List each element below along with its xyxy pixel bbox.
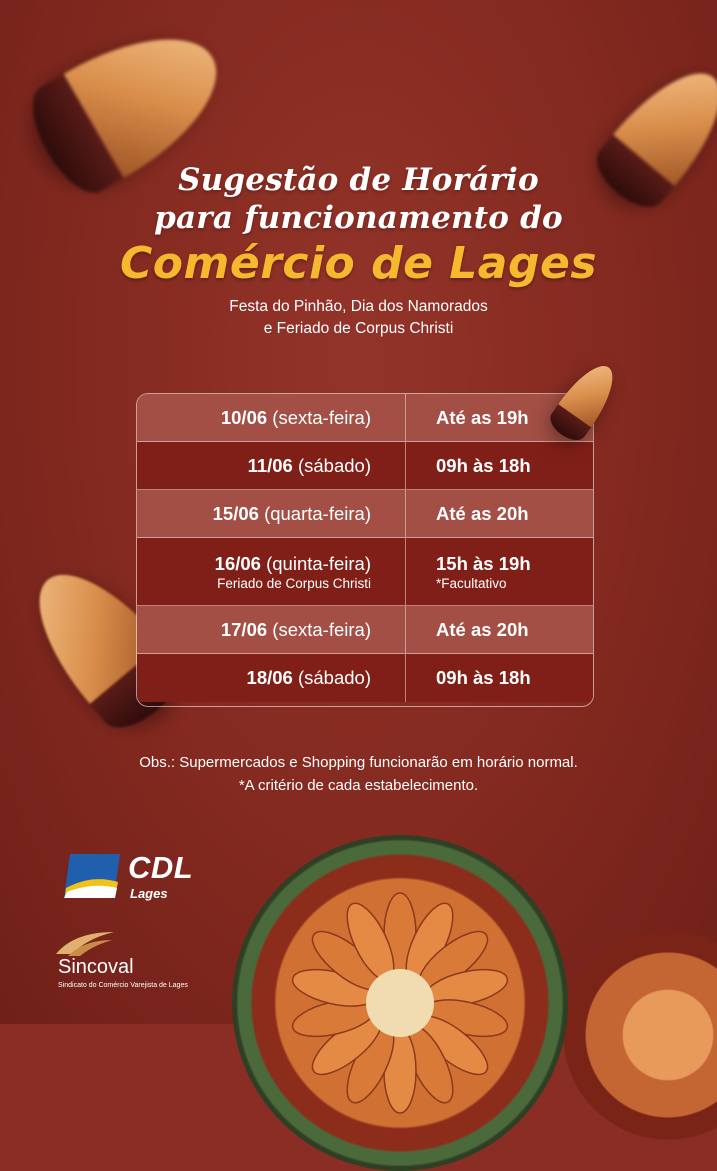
date-cell: [137, 442, 406, 489]
hours: Até as 19h: [436, 406, 529, 428]
date-cell: [137, 606, 406, 653]
observation-text: Obs.: Supermercados e Shopping funcionarão em horário normal.: [139, 754, 578, 771]
weekday: (sexta-feira): [272, 618, 371, 640]
table-row: [137, 654, 593, 702]
hours: Até as 20h: [436, 502, 529, 524]
table-row: [137, 606, 593, 654]
title-line-2: para funcionamento do: [154, 200, 563, 236]
title-line-1: Sugestão de Horário: [178, 162, 539, 198]
hours: 09h às 18h: [436, 454, 531, 476]
sincoval-logo-subtitle: Sindicato do Comércio Varejista de Lages: [58, 982, 188, 989]
date: 15/06: [212, 502, 259, 524]
table-row: [137, 490, 593, 538]
hours-note: *Facultativo: [436, 575, 507, 591]
date: 10/06: [220, 406, 268, 428]
weekday: (sábado): [297, 454, 371, 476]
weekday: (quinta-feira): [266, 552, 371, 574]
hours: 15h às 19h: [436, 552, 531, 574]
cdl-logo-icon: [62, 852, 122, 900]
hours-cell: [406, 490, 593, 537]
observation-note: *A critério de cada estabelecimento.: [238, 777, 479, 794]
weekday: (quarta-feira): [264, 502, 371, 524]
title-line-3: Comércio de Lages: [119, 238, 598, 289]
table-row: [137, 538, 593, 606]
date: 16/06: [214, 552, 261, 574]
hours: 09h às 18h: [436, 667, 531, 688]
hours-cell: [406, 538, 593, 605]
table-row: [137, 394, 593, 442]
date-note: Feriado de Corpus Christi: [217, 575, 371, 591]
subtitle-line-2: e Feriado de Corpus Christi: [263, 320, 454, 337]
cdl-logo-city: Lages: [130, 886, 168, 901]
table-row: [137, 442, 593, 490]
pine-cone-icon: [232, 835, 568, 1171]
weekday: (sexta-feira): [272, 406, 371, 428]
cdl-logo-text: CDL: [128, 850, 194, 885]
hours: Até as 20h: [436, 618, 529, 640]
date-cell: [137, 538, 406, 605]
date: 18/06: [246, 667, 293, 688]
subtitle-line-1: Festa do Pinhão, Dia dos Namorados: [229, 298, 488, 315]
schedule-table: [136, 393, 594, 707]
date-cell: [137, 394, 406, 441]
date-cell: [137, 490, 406, 537]
weekday: (sábado): [297, 667, 371, 688]
sincoval-logo-icon: [54, 928, 116, 958]
hours-cell: [406, 606, 593, 653]
sincoval-logo-text: Sincoval: [58, 956, 134, 978]
hours-cell: [406, 442, 593, 489]
date: 11/06: [247, 454, 293, 476]
date: 17/06: [220, 618, 268, 640]
date-cell: [137, 654, 406, 702]
hours-cell: [406, 654, 593, 702]
